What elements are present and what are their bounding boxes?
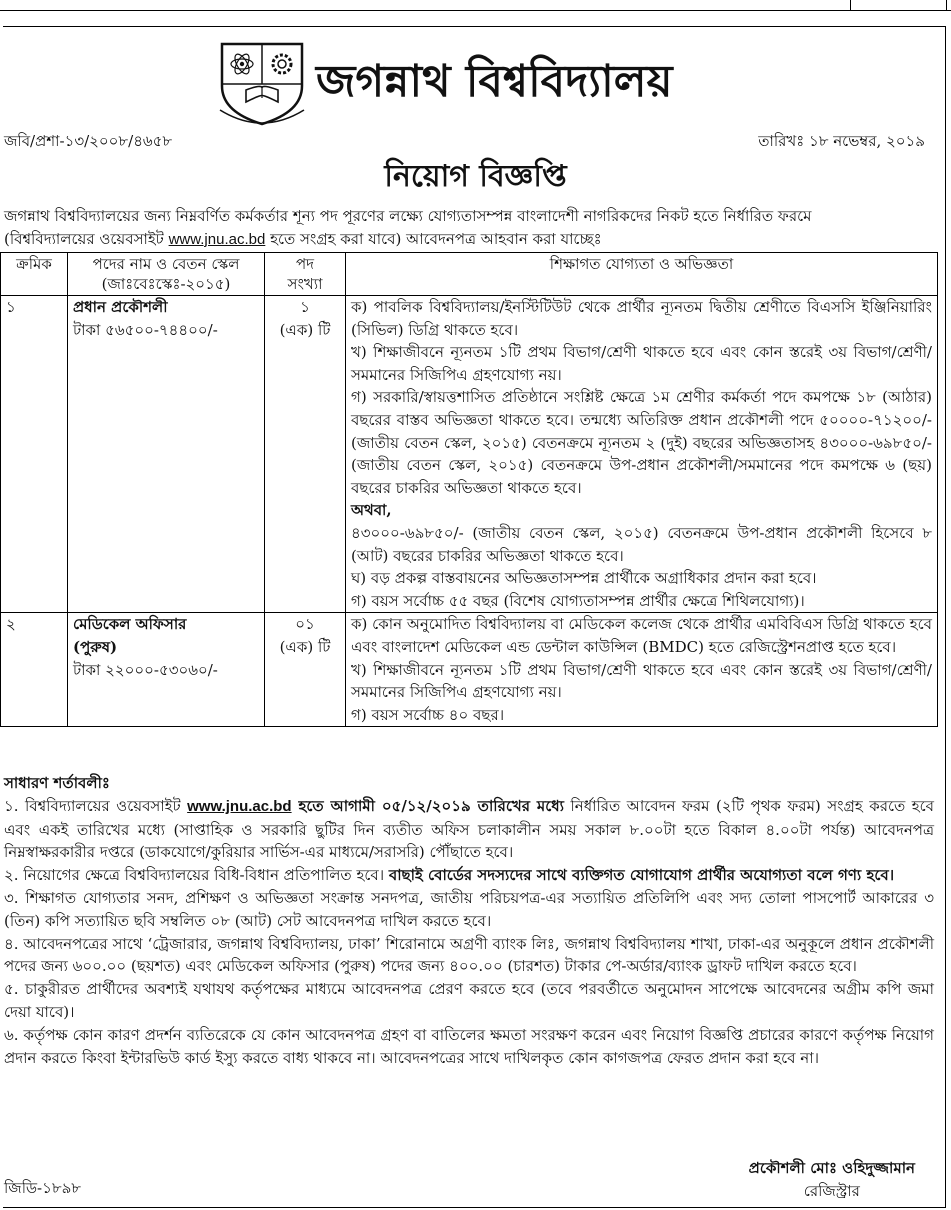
post-name: প্রধান প্রকৌশলী xyxy=(73,298,168,316)
vacancy-table xyxy=(0,252,938,727)
requirement-b: খ) শিক্ষাজীবনে ন্যূনতম ১টি প্রথম বিভাগ/শ্রেণী থাকতে হবে এবং কোন স্তরেই ৩য় বিভাগ/শ্রেণী/সমমানের সিজিপিএ গ্রহণযোগ্য নয়। xyxy=(351,660,932,702)
row-count xyxy=(265,296,346,613)
table-row xyxy=(1,613,938,727)
signer-name: প্রকৌশলী মোঃ ওহিদুজ্জামান xyxy=(748,1159,915,1177)
post-name: মেডিকেল অফিসার xyxy=(73,615,187,634)
post-count-words: (এক) টি xyxy=(279,637,331,656)
notice-title: নিয়োগ বিজ্ঞপ্তি xyxy=(384,159,567,194)
row-post xyxy=(68,296,265,613)
post-salary: টাকা ২২০০০-৫৩০৬০/- xyxy=(73,660,218,679)
intro-line-2 xyxy=(4,228,932,251)
header-serial: ক্রমিক xyxy=(1,253,68,296)
condition-2-warning: বাছাই বোর্ডের সদস্যদের সাথে ব্যক্তিগত যোগাযোগ প্রার্থীর অযোগ্যতা বলে গণ্য হবে। xyxy=(388,866,895,885)
table-row xyxy=(1,296,938,613)
gd-code: জিডি-১৮৯৮ xyxy=(4,1179,82,1197)
condition-5: ৫. চাকুরীরত প্রার্থীদের অবশ্যই যথাযথ কর্তৃপক্ষের মাধ্যমে আবেদনপত্র প্রেরণ করতে হবে (তবে পরবর্তীতে অনুমোদন সাপেক্ষে আবেদনের অগ্রীম কপি জমা দেয়া যাবে)। xyxy=(4,980,934,1021)
post-salary: টাকা ৫৬৫০০-৭৪৪০০/- xyxy=(73,320,218,339)
condition-2 xyxy=(4,864,934,887)
row-count xyxy=(265,613,346,727)
requirement-or: অথবা, xyxy=(351,501,392,520)
header-post xyxy=(68,253,265,296)
row-serial: ১ xyxy=(1,296,68,613)
requirement-e: গ) বয়স সর্বোচ্চ ৫৫ বছর (বিশেষ যোগ্যতাসম্পন্ন প্রার্থীর ক্ষেত্রে শিথিলযোগ্য)। xyxy=(351,591,805,610)
intro-line-1: জগন্নাথ বিশ্ববিদ্যালয়ের জন্য নিম্নবর্ণিত কর্মকর্তার শূন্য পদ পূরণের লক্ষ্যে যোগ্যতাসম্পন্ন বাংলাদেশী নাগরিকদের নিকট হতে নির্ধারিত ফরমে xyxy=(4,207,812,225)
condition-3: ৩. শিক্ষাগত যোগ্যতার সনদ, প্রশিক্ষণ ও অভিজ্ঞতা সংক্রান্ত সনদপত্র, জাতীয় পরিচয়পত্র-এর সত্যায়িত প্রতিলিপি এবং সদ্য তোলা পাসপোর্ট আকারের ৩ (তিন) কপি সত্যায়িত ছবি সম্বলিত ০৮ (আট) সেট আবেদনপত্র দাখিল করতে হবে। xyxy=(4,888,934,930)
header-count-sub: সংখ্যা xyxy=(287,275,323,293)
intro-line-2-prefix: (বিশ্ববিদ্যালয়ের ওয়েবসাইট xyxy=(4,230,169,248)
condition-6: ৬. কর্তৃপক্ষ কোন কারণ প্রদর্শন ব্যতিরেকে যে কোন আবেদনপত্র গ্রহণ বা বাতিলের ক্ষমতা সংরক্ষণ করেন এবং নিয়োগ বিজ্ঞপ্তি প্রচারের কারণে কর্তৃপক্ষ নিয়োগ প্রদান করতে কিংবা ইন্টারভিউ কার্ড ইস্যু করতে বাধ্য থাকবে না। আবেদনপত্রের সাথে দাখিলকৃত কোন কাগজপত্র ফেরত প্রদান করা হবে না। xyxy=(4,1025,934,1067)
requirement-a: ক) পাবলিক বিশ্ববিদ্যালয়/ইনস্টিটিউট থেকে প্রার্থীর ন্যূনতম দ্বিতীয় শ্রেণীতে বিএসসি ইঞ্জিনিয়ারিং (সিভিল) ডিগ্রি থাকতে হবে। xyxy=(351,298,932,339)
row-requirements xyxy=(346,613,938,727)
university-name: জগন্নাথ বিশ্ববিদ্যালয় xyxy=(316,56,673,107)
row-serial: ২ xyxy=(1,613,68,727)
requirement-b: খ) শিক্ষাজীবনে ন্যূনতম ১টি প্রথম বিভাগ/শ্রেণী থাকতে হবে এবং কোন স্তরেই ৩য় বিভাগ/শ্রেণী/সমমানের সিজিপিএ গ্রহণযোগ্য নয়। xyxy=(351,343,932,384)
requirement-alt: ৪৩০০০-৬৯৮৫০/- (জাতীয় বেতন স্কেল, ২০১৫) বেতনক্রমে উপ-প্রধান প্রকৌশলী হিসেবে ৮ (আট) বছরের চাকরির অভিজ্ঞতা থাকতে হবে। xyxy=(351,523,932,565)
requirement-c: গ) বয়স সর্বোচ্চ ৪০ বছর। xyxy=(351,705,505,724)
header xyxy=(0,38,951,128)
reference-number: জবি/প্রশা-১৩/২০০৮/৪৬৫৮ xyxy=(4,132,173,150)
post-name-qualifier: (পুরুষ) xyxy=(73,637,118,656)
general-conditions xyxy=(4,772,934,1069)
condition-1-website-link[interactable]: www.jnu.ac.bd xyxy=(187,797,292,815)
condition-4: ৪. আবেদনপত্রের সাথে ‘ট্রেজারার, জগন্নাথ বিশ্ববিদ্যালয়, ঢাকা’ শিরোনামে অগ্রণী ব্যাংক লিঃ, জগন্নাথ বিশ্ববিদ্যালয় শাখা, ঢাকা-এর অনুকূলে প্রধান প্রকৌশলী পদের জন্য ৬০০.০০ (ছয়শত) এবং মেডিকেল অফিসার (পুরুষ) পদের জন্য ৪০০.০০ (চারশত) টাকার পে-অর্ডার/ব্যাংক ড্রাফট দাখিল করতে হবে। xyxy=(4,934,934,976)
top-tab-box xyxy=(850,0,947,11)
table-header-row xyxy=(1,253,938,296)
post-count: ১ xyxy=(300,298,310,316)
condition-2-text: ২. নিয়োগের ক্ষেত্রে বিশ্ববিদ্যালয়ের বিধি-বিধান প্রতিপালিত হবে। xyxy=(4,866,389,885)
intro-line-2-suffix: হতে সংগ্রহ করা যাবে) আবেদনপত্র আহবান করা যাচ্ছেঃ xyxy=(265,230,602,248)
post-count-words: (এক) টি xyxy=(279,320,331,339)
website-link[interactable]: www.jnu.ac.bd xyxy=(168,231,266,248)
top-border xyxy=(0,0,951,14)
top-rule xyxy=(0,10,951,11)
signer-title: রেজিস্ট্রার xyxy=(803,1182,860,1200)
header-count-line: পদ xyxy=(295,255,315,273)
requirement-d: ঘ) বড় প্রকল্প বাস্তবায়নের অভিজ্ঞতাসম্পন্ন প্রার্থীকে অগ্রাধিকার প্রদান করা হবে। xyxy=(351,569,817,588)
row-requirements xyxy=(346,296,938,613)
header-post-sub: (জাঃবেঃস্কেঃ-২০১৫) xyxy=(101,275,231,293)
header-qualification: শিক্ষাগত যোগ্যতা ও অভিজ্ঞতা xyxy=(346,253,938,296)
row-post xyxy=(68,613,265,727)
condition-1-prefix: ১. বিশ্ববিদ্যালয়ের ওয়েবসাইট xyxy=(4,796,188,815)
requirement-a: ক) কোন অনুমোদিত বিশ্ববিদ্যালয় বা মেডিকেল কলেজ থেকে প্রার্থীর এমবিবিএস ডিগ্রি থাকতে হবে এবং বাংলাদেশ মেডিকেল এন্ড ডেন্টাল কাউন্সিল (BMDC) হতে রেজিস্ট্রেশনপ্রাপ্ত হতে হবে। xyxy=(351,615,932,656)
university-seal-logo xyxy=(216,40,308,126)
post-count: ০১ xyxy=(295,615,315,634)
header-post-line: পদের নাম ও বেতন স্কেল xyxy=(92,255,240,273)
notice-date: তারিখঃ ১৮ নভেম্বর, ২০১৯ xyxy=(758,132,925,150)
condition-1-deadline: হতে আগামী ০৫/১২/২০১৯ তারিখের মধ্যে xyxy=(291,796,565,815)
general-conditions-heading: সাধারণ শর্তাবলীঃ xyxy=(4,774,110,792)
condition-1-rest: নির্ধারিত আবেদন ফরম (২টি পৃথক ফরম) সংগ্রহ করতে হবে এবং একই তারিখের মধ্যে (সাপ্তাহিক ও সরকারি ছুটির দিন ব্যতীত অফিস চলাকালীন সময় সকাল ৮.০০টা হতে বিকাল ৪.০০টা পর্যন্ত) আবেদনপত্র নিম্নস্বাক্ষরকারীর দপ্তরে (ডাকযোগে/কুরিয়ার সার্ভিস-এর মাধ্যমে/সরাসরি) পৌঁছাতে হবে। xyxy=(4,796,934,862)
header-count xyxy=(265,253,346,296)
intro-paragraph xyxy=(4,205,932,251)
condition-1 xyxy=(4,795,934,864)
requirement-c: গ) সরকারি/স্বায়ত্তশাসিত প্রতিষ্ঠানে সংশ্লিষ্ট ক্ষেত্রে ১ম শ্রেণীর কর্মকর্তা পদে কমপক্ষে ১৮ (আঠার) বছরের বাস্তব অভিজ্ঞতা থাকতে হবে। তন্মধ্যে অতিরিক্ত প্রধান প্রকৌশলী পদে ৫০০০০-৭১২০০/- (জাতীয় বেতন স্কেল, ২০১৫) বেতনক্রমে ন্যূনতম ২ (দুই) বছরের অভিজ্ঞতাসহ ৪৩০০০-৬৯৮৫০/- (জাতীয় বেতন স্কেল, ২০১৫) বেতনক্রমে উপ-প্রধান প্রকৌশলী/সমমানের পদে কমপক্ষে ৬ (ছয়) বছরের চাকরির অভিজ্ঞতা থাকতে হবে। xyxy=(351,388,932,497)
signature-block xyxy=(749,1157,915,1203)
